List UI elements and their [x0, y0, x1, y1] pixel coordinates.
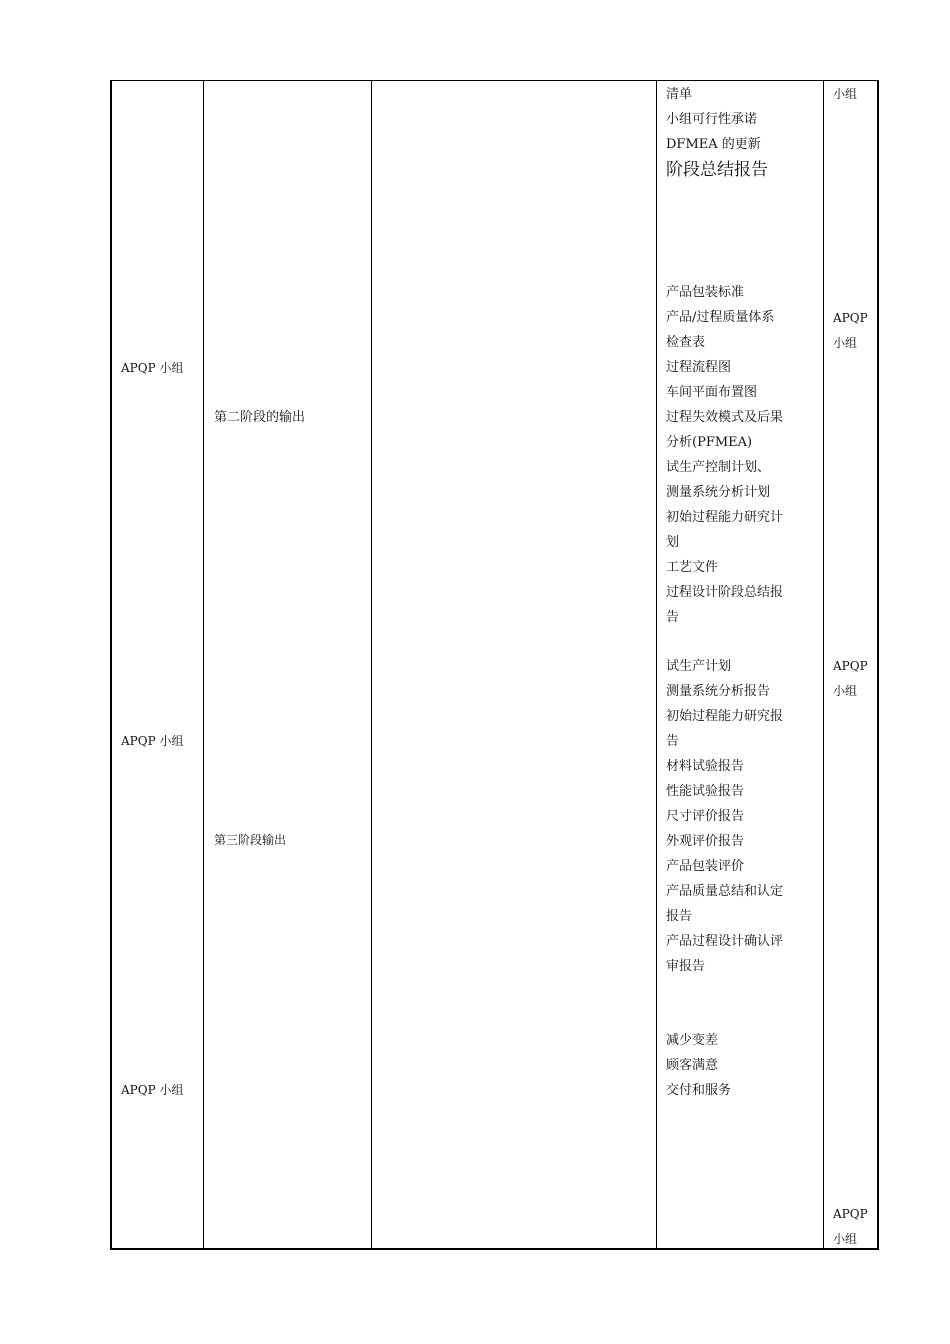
deliverables-block-3	[666, 654, 783, 979]
list-item: 产品/过程质量体系	[666, 310, 775, 325]
list-item: 过程失效模式及后果	[666, 410, 784, 425]
list-item: 过程流程图	[666, 360, 732, 375]
list-item: 产品包装标准	[666, 285, 745, 300]
stage2-output-label: 第二阶段的输出	[214, 410, 306, 425]
deliverables-block-2	[666, 280, 783, 630]
responsibility-2: APQP 小组	[833, 311, 868, 350]
list-item: DFMEA 的更新	[666, 137, 761, 152]
list-item: 产品质量总结和认定	[666, 884, 784, 899]
group-label-1: APQP 小组	[121, 361, 184, 375]
list-item: 工艺文件	[666, 560, 719, 575]
list-item: 初始过程能力研究报	[666, 709, 784, 724]
list-item: 测量系统分析计划	[666, 485, 771, 500]
list-item: 过程设计阶段总结报	[666, 585, 784, 600]
list-item: 外观评价报告	[666, 834, 745, 849]
list-item: 产品过程设计确认评	[666, 934, 784, 949]
list-item: 试生产计划	[666, 659, 732, 674]
list-item: 小组可行性承诺	[666, 112, 758, 127]
list-item: 分析(PFMEA)	[666, 435, 753, 450]
list-item: 性能试验报告	[666, 784, 745, 799]
responsibility-4: APQP 小组	[833, 1207, 868, 1246]
responsibility-1: 小组	[833, 87, 858, 101]
list-item: 交付和服务	[666, 1083, 732, 1098]
list-item: 告	[666, 734, 680, 749]
list-item: 清单	[666, 87, 693, 102]
list-item: 试生产控制计划、	[666, 460, 771, 475]
list-item: 尺寸评价报告	[666, 809, 745, 824]
list-item: 产品包装评价	[666, 859, 745, 874]
list-item: 车间平面布置图	[666, 385, 758, 400]
list-item: 材料试验报告	[666, 759, 745, 774]
stage3-output-label: 第三阶段输出	[214, 833, 287, 847]
list-item: 初始过程能力研究计	[666, 510, 784, 525]
list-item: 减少变差	[666, 1033, 719, 1048]
column-divider-1	[203, 80, 204, 1250]
list-item: 告	[666, 610, 680, 625]
column-divider-2	[371, 80, 372, 1250]
deliverables-block-4	[666, 1028, 731, 1103]
deliverables-block-1	[666, 82, 768, 183]
list-item: 测量系统分析报告	[666, 684, 771, 699]
column-divider-3	[656, 80, 657, 1250]
list-item: 审报告	[666, 959, 706, 974]
group-label-2: APQP 小组	[121, 734, 184, 748]
column-divider-4	[823, 80, 824, 1250]
list-item: 检查表	[666, 335, 706, 350]
group-label-3: APQP 小组	[121, 1083, 184, 1097]
list-item: 顾客满意	[666, 1058, 719, 1073]
responsibility-3: APQP 小组	[833, 659, 868, 698]
list-item: 划	[666, 535, 680, 550]
list-item: 阶段总结报告	[666, 160, 768, 180]
list-item: 报告	[666, 909, 693, 924]
